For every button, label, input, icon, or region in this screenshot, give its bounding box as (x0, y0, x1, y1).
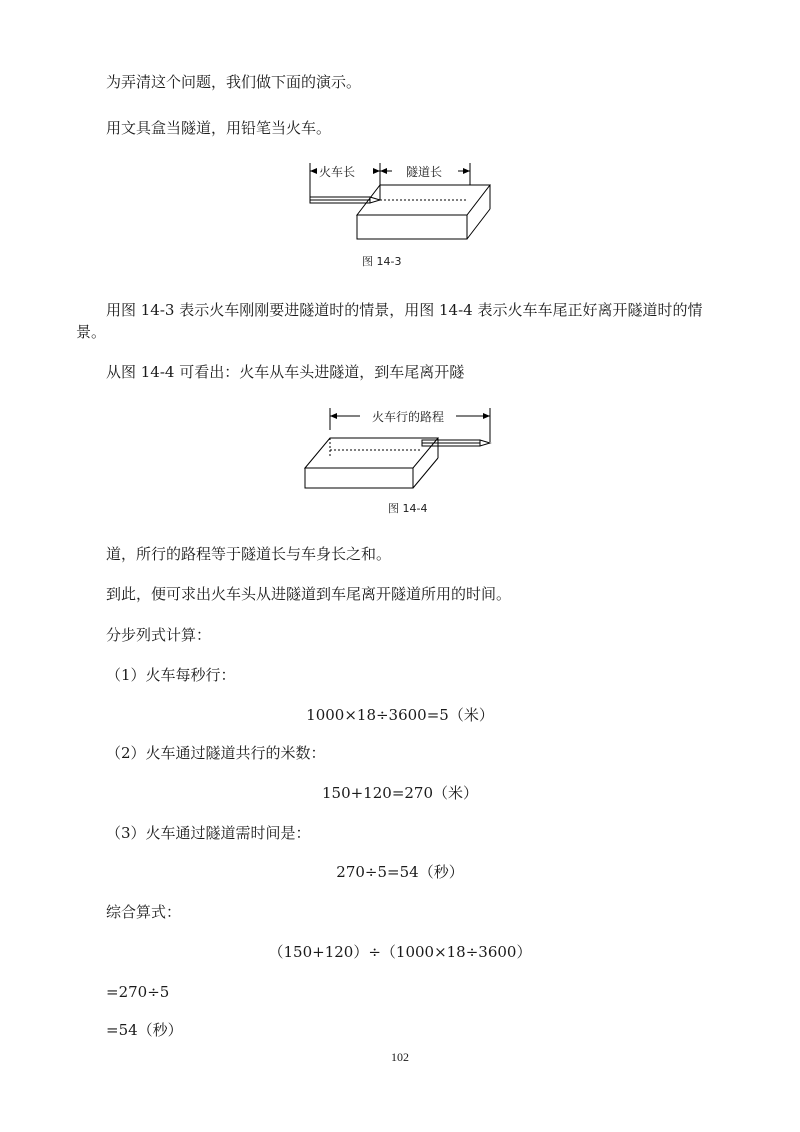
paragraph-setup: 用文具盒当隧道，用铅笔当火车。 (106, 119, 332, 137)
label-travel-distance: 火车行的路程 (372, 410, 445, 424)
formula-combined-step: =270÷5 (106, 983, 170, 1001)
figure-caption: 图 14-3 (362, 255, 402, 268)
paragraph-description: 用图 14-3 表示火车刚刚要进隧道时的情景，用图 14-4 表示火车车尾正好离开隧道时的情 (106, 301, 703, 319)
paragraph-observation: 从图 14-4 可看出：火车从车头进隧道，到车尾离开隧 (106, 363, 465, 381)
paragraph-steps-heading: 分步列式计算： (106, 626, 212, 644)
paragraph-intro: 为弄清这个问题，我们做下面的演示。 (106, 73, 362, 91)
formula-combined-result: =54（秒） (106, 1021, 183, 1039)
label-train-length: 火车长 (319, 165, 356, 179)
figure-14-3 (300, 155, 500, 270)
step-3-label: （3）火车通过隧道需时间是： (106, 824, 311, 842)
paragraph-description-cont: 景。 (76, 323, 107, 341)
formula-1: 1000×18÷3600=5（米） (306, 706, 494, 724)
paragraph-time: 到此，便可求出火车头从进隧道到车尾离开隧道所用的时间。 (106, 585, 512, 603)
label-tunnel-length: 隧道长 (406, 165, 443, 179)
step-2-label: （2）火车通过隧道共行的米数： (106, 744, 326, 762)
figure-14-4 (300, 400, 500, 520)
page-number: 102 (391, 1050, 409, 1064)
paragraph-conclusion: 道，所行的路程等于隧道长与车身长之和。 (106, 545, 392, 563)
combined-heading: 综合算式： (106, 903, 182, 921)
formula-combined: （150+120）÷（1000×18÷3600） (268, 943, 532, 961)
figure-caption: 图 14-4 (388, 502, 428, 515)
formula-3: 270÷5=54（秒） (336, 863, 464, 881)
formula-2: 150+120=270（米） (321, 784, 479, 802)
step-1-label: （1）火车每秒行： (106, 666, 236, 684)
